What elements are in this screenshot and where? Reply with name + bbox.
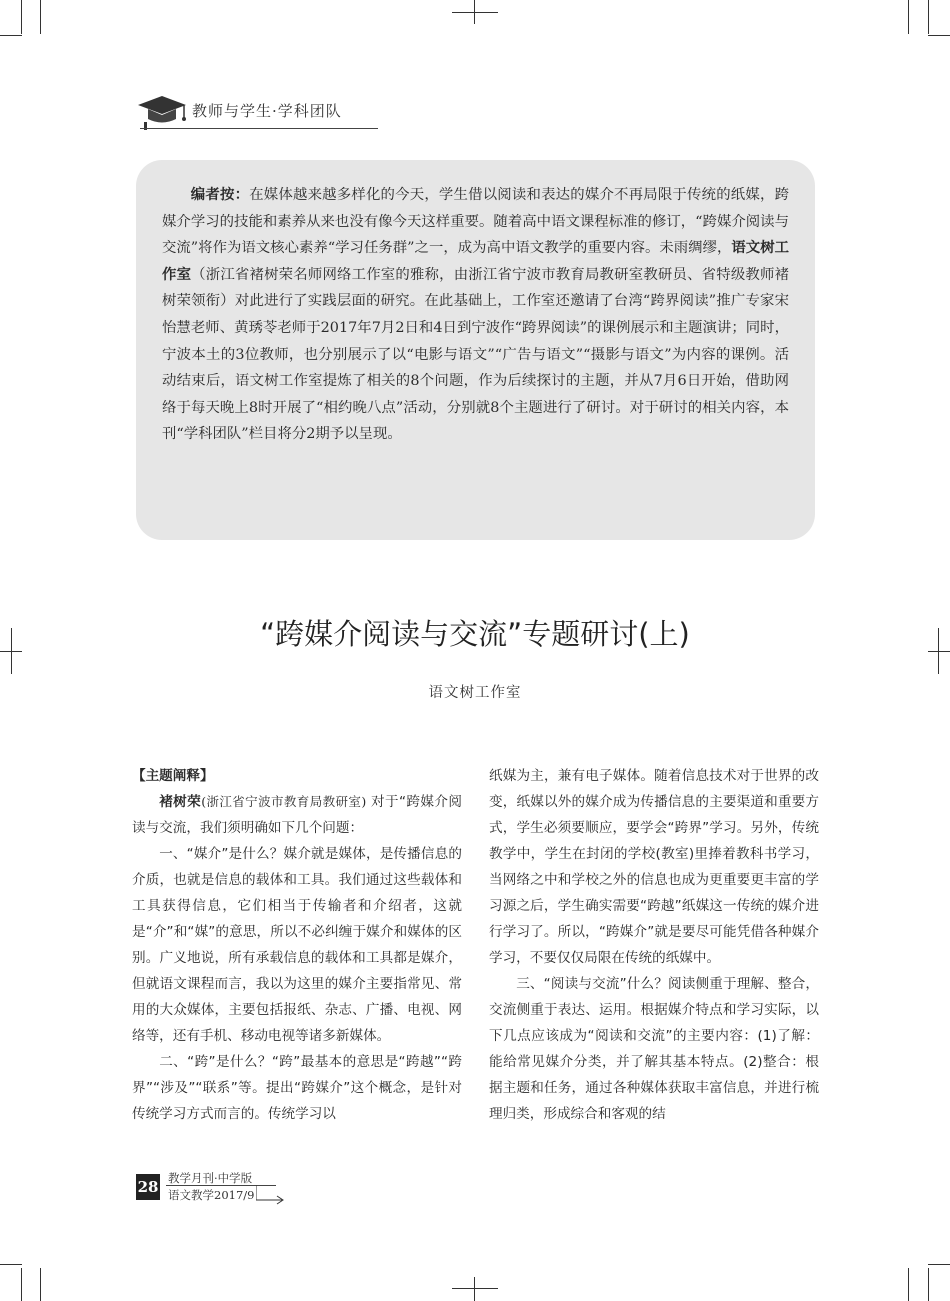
paragraph — [132, 789, 462, 841]
crop-mark — [474, 0, 475, 24]
graduation-cap-icon — [136, 92, 188, 132]
arrow-right-icon — [256, 1184, 296, 1208]
crop-mark — [928, 1268, 929, 1301]
column-right — [489, 763, 819, 1127]
paragraph: 三、“阅读与交流”什么？阅读侧重于理解、整合，交流侧重于表达、运用。根据媒介特点和学习实际，以下几点应该成为“阅读和交流”的主要内容：(1)了解：能给常见媒介分类，并了解其基本特点。(2)整合：根据主题和任务，通过各种媒体获取丰富信息，并进行梳理归类，形成综合和客观的结 — [489, 976, 819, 1122]
article-byline: 语文树工作室 — [428, 685, 522, 701]
crop-mark — [40, 0, 41, 34]
page-footer — [136, 1170, 306, 1210]
editor-note-part-1: 在媒体越来越多样化的今天，学生借以阅读和表达的媒介不再局限于传统的纸媒，跨媒介学习的技能和素养从来也没有像今天这样重要。随着高中语文课程标准的修订，“跨媒介阅读与交流”将作为语文核心素养“学习任务群”之一，成为高中语文教学的重要内容。未雨绸缪， — [162, 187, 789, 257]
crop-mark — [452, 1288, 498, 1289]
column-left — [132, 763, 462, 1127]
section-label: 教师与学生·学科团队 — [192, 102, 342, 120]
paragraph: 纸媒为主，兼有电子媒体。随着信息技术对于世界的改变，纸媒以外的媒介成为传播信息的主要渠道和重要方式，学生必须要顺应，要学会“跨界”学习。另外，传统教学中，学生在封闭的学校(教室)里捧着教科书学习，当网络之中和学校之外的信息也成为更重要更丰富的学习源之后，学生确实需要“跨越”纸媒这一传统的媒介进行学习了。所以，“跨媒介”就是要尽可能凭借各种媒介学习，不要仅仅局限在传统的纸媒中。 — [489, 768, 819, 966]
crop-mark — [0, 1264, 22, 1265]
paragraph: 二、“跨”是什么？“跨”最基本的意思是“跨越”“跨界”“涉及”“联系”等。提出“跨媒介”这个概念，是针对传统学习方式而言的。传统学习以 — [132, 1054, 462, 1122]
speaker-name: 褚树荣 — [159, 794, 202, 810]
editor-note-label: 编者按： — [190, 187, 250, 203]
section-heading: 【主题阐释】 — [132, 768, 214, 784]
paragraph-text: 对于“跨媒介阅读与交流，我们须明确如下几个问题： — [132, 794, 462, 836]
crop-mark — [40, 1268, 41, 1301]
crop-mark — [928, 1264, 950, 1265]
crop-mark — [908, 1268, 909, 1301]
speaker-affiliation: (浙江省宁波市教育局教研室) — [201, 794, 367, 809]
crop-mark — [928, 35, 950, 36]
studio-name: 语文树工作室 — [162, 240, 789, 283]
editor-note — [136, 160, 815, 540]
crop-mark — [0, 35, 22, 36]
crop-mark — [452, 12, 498, 13]
editor-note-part-2: （浙江省褚树荣名师网络工作室的雅称，由浙江省宁波市教育局教研室教研员、省特级教师褚树荣领衔）对此进行了实践层面的研究。在此基础上，工作室还邀请了台湾“跨界阅读”推广专家宋怡慧老师、黄琇苓老师于2017年7月2日和4日到宁波作“跨界阅读”的课例展示和主题演讲；同时，宁波本土的3位教师，也分别展示了以“电影与语文”“广告与语文”“摄影与语文”为内容的课例。活动结束后，语文树工作室提炼了相关的8个问题，作为后续探讨的主题，并从7月6日开始，借助网络于每天晚上8时开展了“相约晚八点”活动，分别就8个主题进行了研讨。对于研讨的相关内容，本刊“学科团队”栏目将分2期予以呈现。 — [162, 266, 789, 443]
crop-mark — [908, 0, 909, 34]
running-header — [136, 92, 386, 132]
journal-name: 教学月刊·中学版 — [168, 1171, 253, 1185]
journal-issue: 语文教学2017/9 — [168, 1188, 255, 1202]
article-title: “跨媒介阅读与交流”专题研讨(上) — [260, 617, 690, 651]
editor-note-text — [162, 182, 789, 448]
paragraph: 一、“媒介”是什么？媒介就是媒体，是传播信息的介质，也就是信息的载体和工具。我们通过这些载体和工具获得信息，它们相当于传输者和介绍者，这就是“介”和“媒”的意思，所以不必纠缠于媒介和媒体的区别。广义地说，所有承载信息的载体和工具都是媒介，但就语文课程而言，我以为这里的媒介主要指常见、常用的大众媒体，主要包括报纸、杂志、广播、电视、网络等，还有手机、移动电视等诸多新媒体。 — [132, 846, 462, 1044]
header-rule — [140, 128, 378, 129]
crop-mark — [21, 0, 22, 34]
crop-mark — [474, 1277, 475, 1301]
crop-mark — [928, 0, 929, 34]
crop-mark — [21, 1268, 22, 1301]
page-number: 28 — [136, 1174, 160, 1200]
